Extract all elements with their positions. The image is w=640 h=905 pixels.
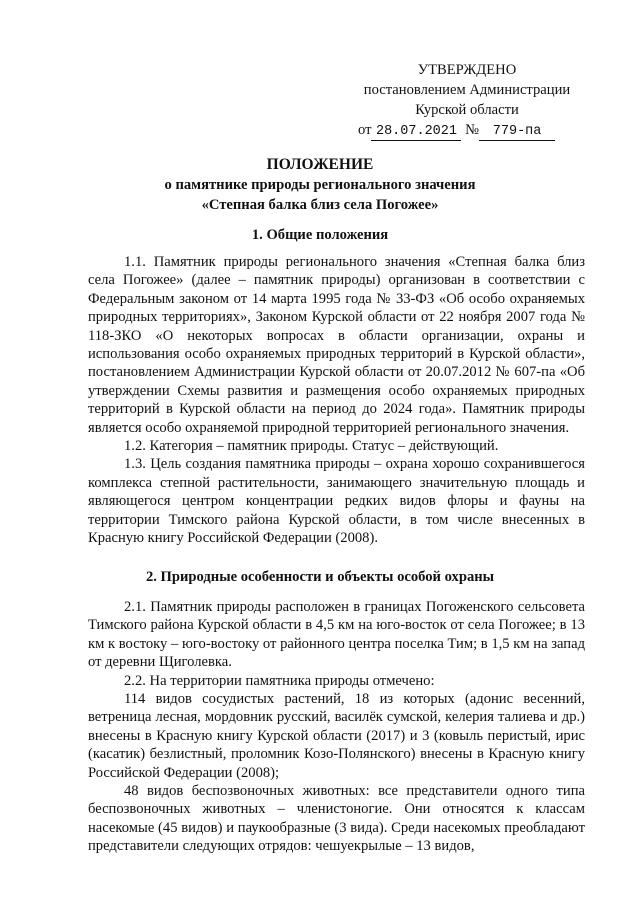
section-1-body (88, 253, 585, 548)
approved-region-line: Курской области (415, 102, 519, 118)
paragraph-2-1: 2.1. Памятник природы расположен в границах Погоженского сельсовета Тимского района Курской области в 4,5 км на юго-восток от села Погожее; в 13 км к востоку – юго-востоку от районного центра поселка Тим; в 1,5 км на запад от деревни Щиголевка. (88, 599, 585, 671)
approval-date-number-row (358, 120, 582, 141)
approval-stamp (352, 60, 582, 141)
title-subtitle-1: о памятнике природы регионального значения (164, 177, 476, 193)
title-subtitle-2: «Степная балка близ села Погожее» (201, 197, 439, 213)
approved-label: УТВЕРЖДЕНО (417, 62, 517, 78)
document-title (80, 155, 560, 215)
paragraph-1-2: 1.2. Категория – памятник природы. Статус – действующий. (124, 438, 499, 455)
approval-number: 779-па (479, 124, 555, 141)
section-2-body (88, 598, 585, 856)
paragraph-1-3: 1.3. Цель создания памятника природы – охрана хорошо сохранившегося комплекса степной растительности, занимающего значительную площадь и являющегося центром концентрации редких видов флоры и фауны на территории Тимского района Курской области, в том числе внесенных в Красную книгу Российской Федерации (2008). (88, 456, 585, 547)
paragraph-2-2: 2.2. На территории памятника природы отмечено: (124, 672, 435, 689)
number-label: № (465, 122, 480, 138)
paragraph-1-1: 1.1. Памятник природы регионального значения «Степная балка близ села Погожее» (далее – памятник природы) организован в соответствии с Федеральным законом от 14 марта 1995 года № 33-ФЗ «Об особо охраняемых природных территориях», Законом Курской области от 22 ноября 2007 года № 118-ЗКО «О некоторых вопросах в области организации, охраны и использования особо охраняемых природных территорий в Курской области», постановлением Администрации Курской области от 20.07.2012 № 607-па «Об утверждении Схемы развития и размещения особо охраняемых природных территорий в Курской области на период до 2024 года». Памятник природы является особо охраняемой природной территорией регионального значения. (88, 254, 585, 436)
approval-date: 28.07.2021 (371, 124, 461, 141)
section-2-heading: 2. Природные особенности и объекты особой охраны (145, 569, 495, 585)
paragraph-2-3: 114 видов сосудистых растений, 18 из которых (адонис весенний, ветреница лесная, мордовник русский, василёк сумской, келерия талиева и др.) внесены в Красную книгу Курской области (2017) и 3 (ковыль перистый, ирис (касатик) безлистный, проломник Козо-Полянского) внесены в Красную книгу Российской Федерации (2008); (88, 691, 585, 781)
section-1-heading: 1. Общие положения (251, 227, 389, 243)
title-main: ПОЛОЖЕНИЕ (266, 156, 374, 173)
from-label: от (358, 122, 372, 138)
paragraph-2-4: 48 видов беспозвоночных животных: все представители одного типа беспозвоночных животных – членистоногие. Они относятся к классам насекомые (45 видов) и паукообразные (3 вида). Среди насекомых преобладают представители следующих отрядов: чешуекрылые – 13 видов, (88, 783, 585, 855)
approved-by-line: постановлением Администрации (363, 82, 571, 98)
